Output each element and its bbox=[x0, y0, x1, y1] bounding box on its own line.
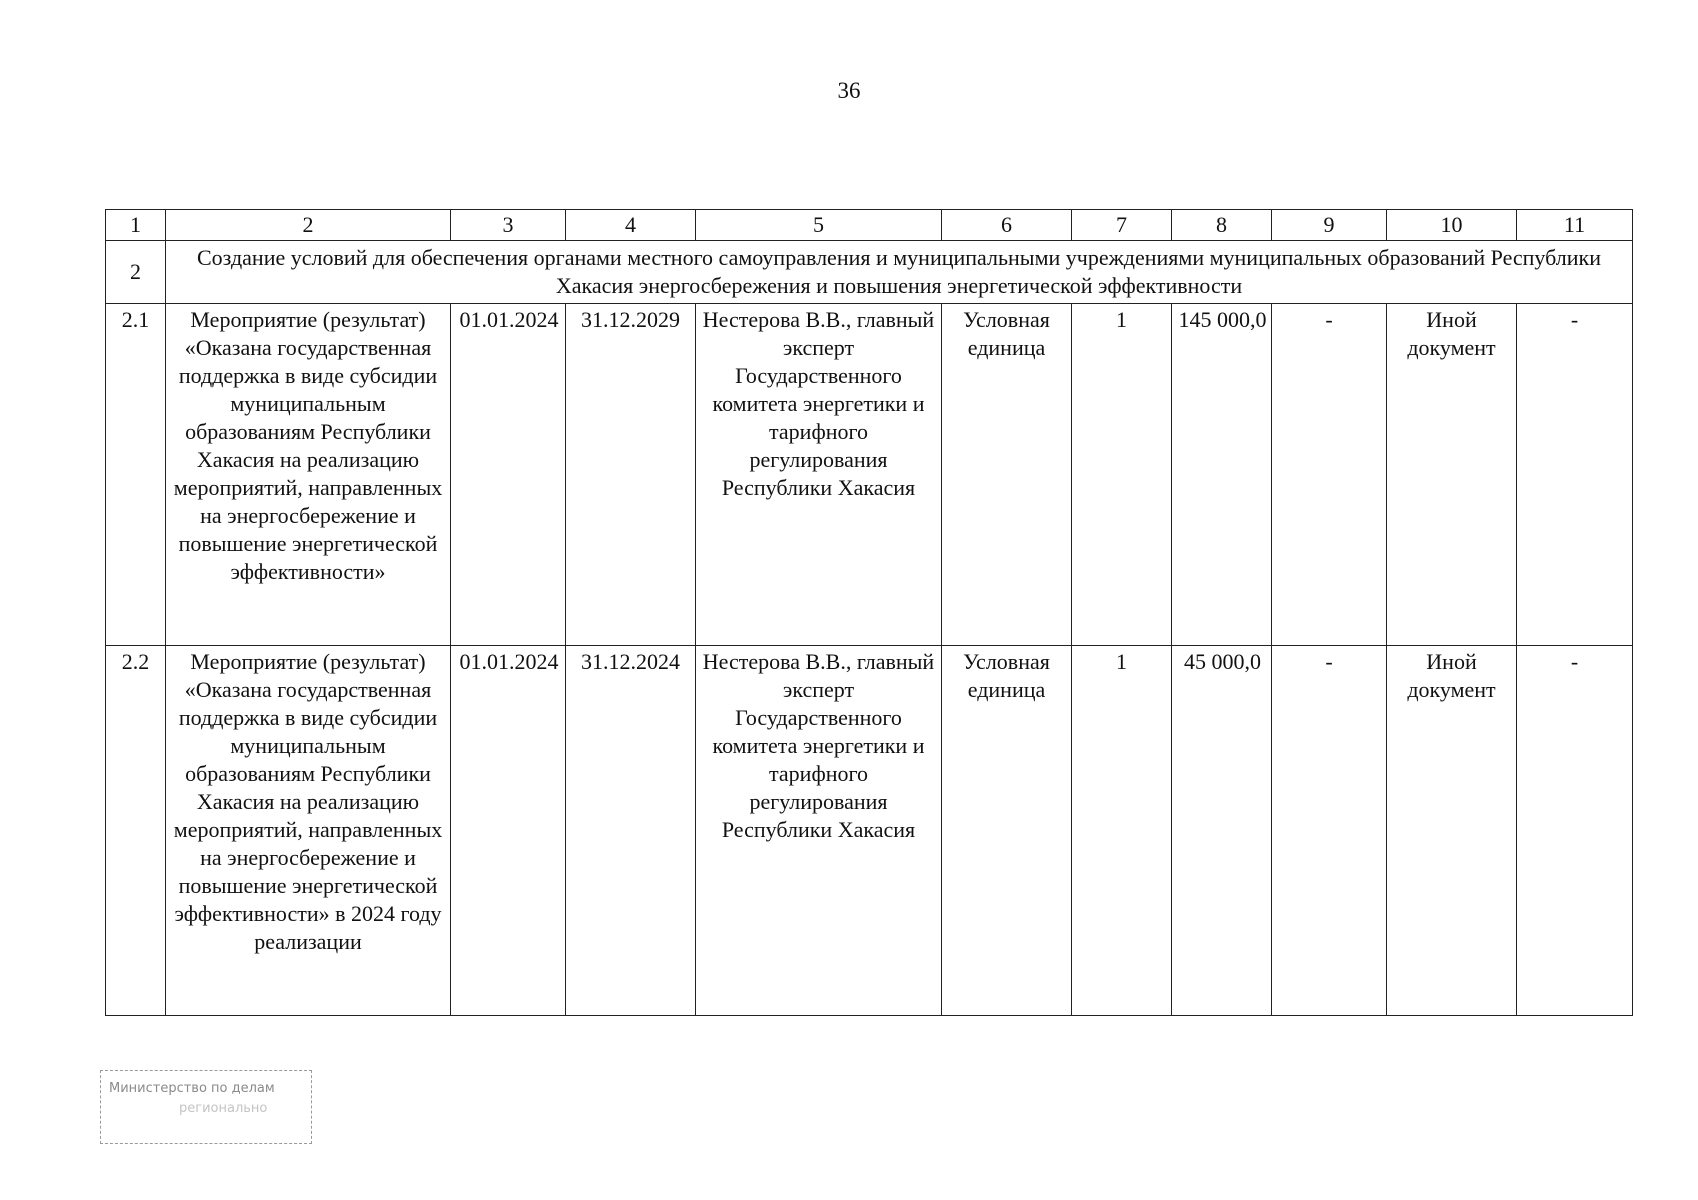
column-number: 4 bbox=[566, 210, 696, 241]
page-number: 36 bbox=[837, 78, 861, 103]
table-row bbox=[106, 646, 1633, 1016]
unit-of-measure: Условная единица bbox=[942, 646, 1072, 1016]
column-number: 6 bbox=[942, 210, 1072, 241]
ministry-stamp bbox=[100, 1070, 312, 1144]
column-number: 7 bbox=[1072, 210, 1172, 241]
column-number-row bbox=[106, 210, 1633, 241]
event-description: Мероприятие (результат) «Оказана государственная поддержка в виде субсидии муниципальным образованиям Республики Хакасия на реализацию мероприятий, направленных на энергосбережение и повышение энергетической эффективности» в 2024 году реализации bbox=[166, 646, 451, 1016]
section-number: 2 bbox=[106, 241, 166, 304]
amount: 45 000,0 bbox=[1172, 646, 1272, 1016]
value-col9: - bbox=[1272, 304, 1387, 646]
document-type: Иной документ bbox=[1387, 304, 1517, 646]
end-date: 31.12.2029 bbox=[566, 304, 696, 646]
amount: 145 000,0 bbox=[1172, 304, 1272, 646]
unit-of-measure: Условная единица bbox=[942, 304, 1072, 646]
events-table bbox=[105, 209, 1633, 1016]
column-number: 3 bbox=[451, 210, 566, 241]
row-number: 2.1 bbox=[106, 304, 166, 646]
value-col9: - bbox=[1272, 646, 1387, 1016]
end-date: 31.12.2024 bbox=[566, 646, 696, 1016]
column-number: 5 bbox=[696, 210, 942, 241]
column-number: 10 bbox=[1387, 210, 1517, 241]
row-number: 2.2 bbox=[106, 646, 166, 1016]
event-description: Мероприятие (результат) «Оказана государственная поддержка в виде субсидии муниципальным образованиям Республики Хакасия на реализацию мероприятий, направленных на энергосбережение и повышение энергетической эффективности» bbox=[166, 304, 451, 646]
stamp-line-2: регионально bbox=[179, 1101, 268, 1116]
start-date: 01.01.2024 bbox=[451, 304, 566, 646]
column-number: 1 bbox=[106, 210, 166, 241]
start-date: 01.01.2024 bbox=[451, 646, 566, 1016]
value-col7: 1 bbox=[1072, 646, 1172, 1016]
responsible-person: Нестерова В.В., главный эксперт Государственного комитета энергетики и тарифного регулирования Республики Хакасия bbox=[696, 304, 942, 646]
value-col11: - bbox=[1517, 304, 1633, 646]
document-type: Иной документ bbox=[1387, 646, 1517, 1016]
responsible-person: Нестерова В.В., главный эксперт Государственного комитета энергетики и тарифного регулирования Республики Хакасия bbox=[696, 646, 942, 1016]
value-col11: - bbox=[1517, 646, 1633, 1016]
value-col7: 1 bbox=[1072, 304, 1172, 646]
table-row bbox=[106, 304, 1633, 646]
column-number: 11 bbox=[1517, 210, 1633, 241]
stamp-line-1: Министерство по делам bbox=[109, 1081, 275, 1096]
column-number: 8 bbox=[1172, 210, 1272, 241]
section-title: Создание условий для обеспечения органами местного самоуправления и муниципальными учреждениями муниципальных образований Республики Хакасия энергосбережения и повышения энергетической эффективности bbox=[166, 241, 1633, 304]
section-row bbox=[106, 241, 1633, 304]
column-number: 2 bbox=[166, 210, 451, 241]
column-number: 9 bbox=[1272, 210, 1387, 241]
